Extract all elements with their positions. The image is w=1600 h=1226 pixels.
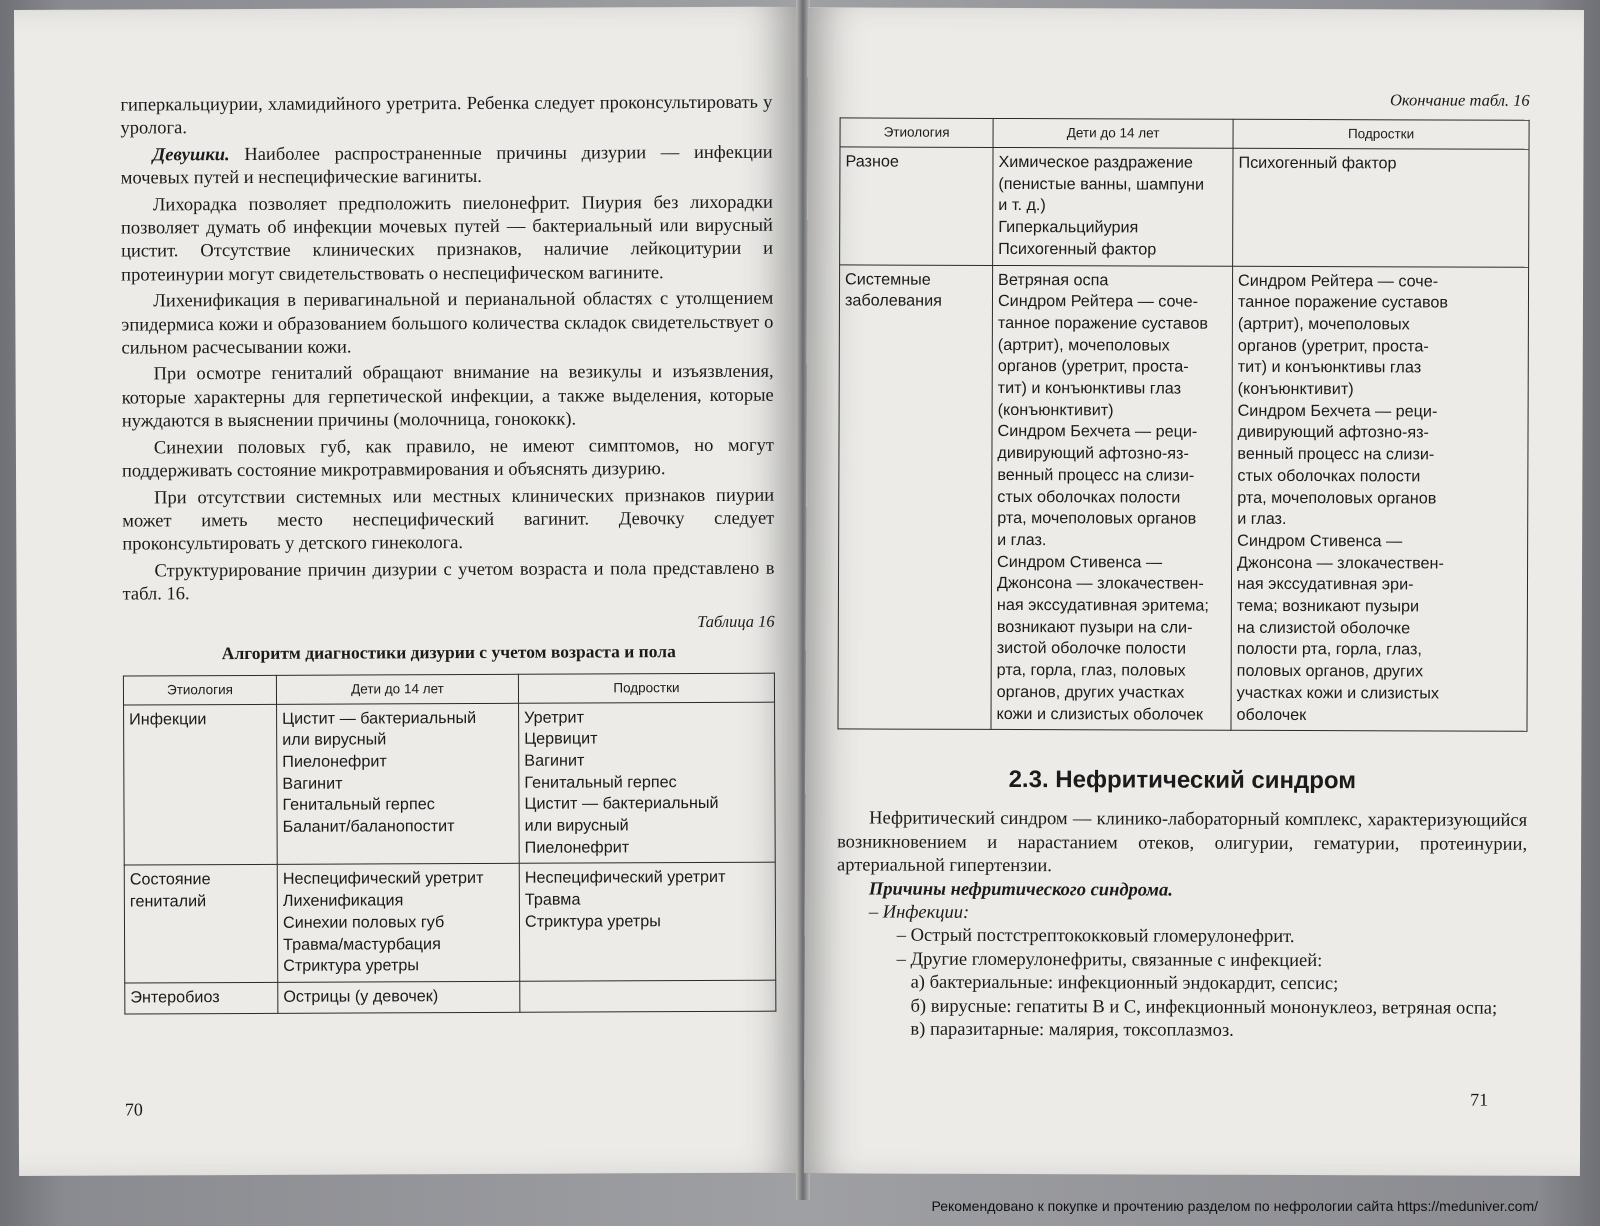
list-item: в) паразитарные: малярия, токсоплазмоз. bbox=[910, 1019, 1234, 1041]
cell-line: Генитальный герпес bbox=[524, 772, 677, 792]
cell-line: танное поражение суставов bbox=[997, 313, 1208, 333]
left-page-text bbox=[120, 92, 774, 607]
dysuria-table bbox=[123, 672, 776, 1014]
cell-line: Джонсона — злокачествен- bbox=[1237, 553, 1444, 573]
cell-line: Синдром Бехчета — реци- bbox=[1237, 401, 1438, 421]
cell-line: возникают пузыри на сли- bbox=[996, 617, 1193, 637]
table-row bbox=[125, 980, 776, 1014]
cell-teens bbox=[1233, 148, 1529, 267]
cell-line: Синдром Рейтера — соче- bbox=[1238, 271, 1439, 291]
infections-label: – Инфекции: bbox=[868, 902, 970, 923]
paragraph-text: Синехии половых губ, как правило, не имеют симптомов, но могут поддерживать состояние микротравмирования и объяснять дизурию. bbox=[121, 435, 774, 482]
paragraph-text: гиперкальциурии, хламидийного уретрита. Ребенка следует проконсультировать у уролога. bbox=[120, 92, 773, 139]
cell-children bbox=[991, 265, 1233, 731]
cell-line: Разное bbox=[845, 152, 899, 171]
cell-line: стых оболочках полости bbox=[1237, 466, 1421, 486]
paragraph bbox=[122, 484, 774, 557]
cell-line: стых оболочках полости bbox=[997, 487, 1181, 507]
section-intro: Нефритический синдром — клинико-лабораторный комплекс, характеризующийся возникновением и нарастанием отеков, олигурии, гематурии, протеинурии, артериальной гипертензии. bbox=[836, 808, 1528, 877]
cell-line: ная экссудативная эритема; bbox=[996, 596, 1209, 615]
causes-list bbox=[836, 925, 1526, 1044]
cell-line: Пиелонефрит bbox=[282, 752, 387, 771]
cell-line: Джонсона — злокачествен- bbox=[996, 574, 1204, 594]
cell-line: рта, горла, глаз, половых bbox=[996, 661, 1186, 680]
cell-children bbox=[993, 147, 1233, 265]
cell-line: кожи и слизистых оболочек bbox=[996, 704, 1204, 724]
cell-line: (конъюнктивит) bbox=[1237, 379, 1354, 399]
cell-line: Психогенный фактор bbox=[1238, 153, 1397, 173]
cell-etiology bbox=[124, 865, 278, 983]
list-item: – Острый постстрептококковый гломерулонефрит. bbox=[896, 925, 1295, 948]
cell-line: Стриктура уретры bbox=[283, 956, 420, 976]
cell-line: Синдром Стивенса — bbox=[1237, 531, 1403, 551]
cell-line: Острицы (у девочек) bbox=[283, 987, 439, 1006]
cell-line: Системные bbox=[845, 269, 931, 289]
table-row bbox=[838, 264, 1529, 731]
right-page bbox=[804, 7, 1584, 1176]
cell-line: Синдром Стивенса — bbox=[997, 552, 1163, 572]
cell-teens bbox=[520, 980, 776, 1012]
cell-line: Цистит — бактериальный bbox=[282, 708, 477, 728]
cell-line: Энтеробиоз bbox=[130, 988, 220, 1007]
cell-line: Травма bbox=[524, 890, 581, 909]
table-header-row bbox=[123, 673, 774, 705]
cell-line: (артрит), мочеполовых bbox=[997, 335, 1170, 355]
table-label: Таблица 16 bbox=[697, 611, 775, 631]
cell-line: Гиперкальцийурия bbox=[998, 218, 1139, 237]
cell-teens bbox=[519, 702, 776, 864]
cell-line: (пенистые ванны, шампуни bbox=[998, 174, 1205, 194]
cell-line: Синдром Рейтера — соче- bbox=[997, 292, 1199, 311]
cell-etiology bbox=[840, 147, 993, 265]
cell-line: зистой оболочке полости bbox=[996, 639, 1187, 659]
cell-line: тема; возникают пузыри bbox=[1236, 596, 1420, 616]
cell-line: Травма/мастурбация bbox=[283, 934, 441, 954]
cell-line: Пиелонефрит bbox=[524, 838, 630, 857]
paragraph-text: Структурирование причин дизурии с учетом возраста и пола представлено в табл. 16. bbox=[122, 558, 775, 605]
causes-title: Причины нефритического синдрома. bbox=[868, 879, 1173, 901]
list-item: – Другие гломерулонефриты, связанные с инфекцией: bbox=[896, 949, 1323, 971]
paragraph bbox=[121, 191, 773, 287]
paragraph bbox=[121, 142, 773, 192]
left-page bbox=[14, 7, 803, 1176]
cell-line: Уретрит bbox=[524, 708, 585, 727]
header-children: Дети до 14 лет bbox=[276, 674, 518, 704]
paragraph-text: Наиболее распространенные причины дизурии — инфекции мочевых путей и неспецифические вагиниты. bbox=[120, 142, 773, 189]
cell-line: Психогенный фактор bbox=[998, 239, 1157, 259]
page-number: 70 bbox=[124, 1099, 143, 1120]
cell-line: заболевания bbox=[844, 291, 942, 310]
paragraph-text: Лихенификация в перивагинальной и перианальной областях с утолщением эпидермиса кожи и образованием большого количества складок свидетельствует о сильном расчесывании кожи. bbox=[121, 288, 774, 359]
table-title: Алгоритм диагностики дизурии с учетом возраста и пола bbox=[221, 640, 676, 663]
paragraph bbox=[122, 361, 774, 434]
cell-line: участках кожи и слизистых bbox=[1236, 683, 1440, 703]
section-heading: 2.3. Нефритический синдром bbox=[1008, 766, 1357, 795]
cell-line: тит) и конъюнктивы глаз bbox=[997, 378, 1182, 398]
table-row bbox=[124, 702, 776, 866]
paragraph bbox=[120, 92, 772, 142]
cell-line: или вирусный bbox=[524, 816, 629, 835]
cell-line: органов (уретрит, проста- bbox=[1237, 336, 1429, 356]
cell-children bbox=[277, 703, 520, 865]
table-continuation-label: Окончание табл. 16 bbox=[1389, 90, 1530, 110]
cell-line: органов, других участках bbox=[996, 682, 1185, 702]
cell-line: полости рта, горла, глаз, bbox=[1236, 640, 1422, 659]
cell-line: Баланит/баланопостит bbox=[282, 817, 455, 836]
paragraph-text: При осмотре гениталий обращают внимание на везикулы и изъязвления, которые характерны для герпетической инфекции, а также выделения, которые нуждаются в выяснении причины (молочница, гонококк). bbox=[121, 362, 774, 432]
cell-etiology bbox=[125, 982, 278, 1013]
cell-line: половых органов, других bbox=[1236, 661, 1424, 681]
cell-line: на слизистой оболочке bbox=[1236, 618, 1411, 638]
cell-line: Вагинит bbox=[282, 774, 343, 793]
cell-line: Инфекции bbox=[129, 709, 207, 729]
cell-line: (конъюнктивит) bbox=[997, 400, 1114, 420]
cell-line: танное поражение суставов bbox=[1237, 293, 1449, 312]
cell-line: и глаз. bbox=[997, 530, 1047, 550]
cell-line: Стриктура уретры bbox=[524, 912, 661, 931]
cell-line: ная экссудативная эри- bbox=[1236, 575, 1414, 594]
list-item: а) бактериальные: инфекционный эндокардит, сепсис; bbox=[910, 972, 1339, 995]
cell-line: Вагинит bbox=[524, 751, 585, 770]
cell-line: Лихенификация bbox=[282, 891, 404, 910]
paragraph-text: Лихорадка позволяет предположить пиелонефрит. Пиурия без лихорадки позволяет думать об инфекции мочевых путей — бактериальный или вирусный цистит. Отсутствие клинических признаков, наличие лейкоцитурии и протеинурии могут свидетельствовать о неспецифическом вагините. bbox=[120, 192, 774, 286]
cell-line: Цистит — бактериальный bbox=[524, 794, 719, 814]
cell-line: оболочек bbox=[1236, 705, 1307, 724]
cell-line: органов (уретрит, проста- bbox=[997, 357, 1189, 376]
cell-line: и глаз. bbox=[1237, 510, 1287, 529]
cell-teens bbox=[519, 863, 776, 982]
cell-line: Ветряная оспа bbox=[998, 270, 1109, 289]
cell-etiology bbox=[124, 704, 278, 866]
cell-line: Неспецифический уретрит bbox=[282, 869, 484, 889]
table-body bbox=[124, 702, 776, 1014]
paragraph-lead: Девушки. bbox=[152, 144, 230, 166]
table-row bbox=[840, 147, 1529, 267]
paragraph-text: При отсутствии системных или местных клинических признаков пиурии может иметь место неспецифический вагинит. Девочку следует проконсультировать у детского гинеколога. bbox=[122, 485, 775, 555]
cell-teens bbox=[1231, 266, 1529, 732]
cell-line: Синехии половых губ bbox=[282, 912, 445, 932]
table-row bbox=[124, 863, 776, 983]
header-etiology: Этиология bbox=[123, 675, 276, 705]
header-etiology: Этиология bbox=[840, 118, 993, 148]
page-number: 71 bbox=[1470, 1089, 1489, 1110]
list-item: б) вирусные: гепатиты В и С, инфекционный мононуклеоз, ветряная оспа; bbox=[910, 996, 1498, 1019]
header-children: Дети до 14 лет bbox=[993, 118, 1233, 148]
cell-line: рта, мочеполовых органов bbox=[997, 509, 1197, 528]
cell-line: Синдром Бехчета — реци- bbox=[997, 422, 1198, 442]
paragraph bbox=[122, 434, 774, 484]
header-teens: Подростки bbox=[1233, 119, 1529, 149]
cell-line: Цервицит bbox=[524, 729, 598, 749]
cell-line: венный процесс на слизи- bbox=[997, 465, 1195, 485]
paragraph bbox=[122, 557, 774, 607]
cell-line: дивирующий афтозно-яз- bbox=[1237, 423, 1429, 442]
table-header-row bbox=[840, 118, 1529, 149]
cell-line: дивирующий афтозно-яз- bbox=[997, 444, 1189, 463]
left-page-content bbox=[120, 92, 776, 1015]
cell-line: или вирусный bbox=[282, 730, 387, 750]
cell-children bbox=[278, 981, 520, 1013]
cell-line: и т. д.) bbox=[998, 196, 1046, 215]
cell-line: тит) и конъюнктивы глаз bbox=[1237, 358, 1422, 377]
cell-line: рта, мочеполовых органов bbox=[1237, 488, 1437, 508]
paragraph bbox=[121, 288, 773, 361]
site-recommendation-footer: Рекомендовано к покупке и прочтению разделом по нефрологии сайта https://meduniver.com/ bbox=[931, 1198, 1538, 1214]
right-page-content bbox=[836, 87, 1529, 1044]
table-body bbox=[838, 147, 1529, 732]
header-teens: Подростки bbox=[518, 673, 774, 703]
dysuria-table-continued bbox=[837, 117, 1529, 732]
cell-line: венный процесс на слизи- bbox=[1237, 444, 1435, 464]
cell-line: Состояние гениталий bbox=[129, 870, 211, 911]
cell-line: (артрит), мочеполовых bbox=[1237, 314, 1410, 334]
cell-line: Химическое раздражение bbox=[998, 152, 1193, 172]
cell-line: Неспецифический уретрит bbox=[524, 868, 726, 888]
cell-etiology bbox=[838, 264, 993, 729]
cell-children bbox=[277, 864, 520, 983]
cell-line: Генитальный герпес bbox=[282, 795, 435, 815]
